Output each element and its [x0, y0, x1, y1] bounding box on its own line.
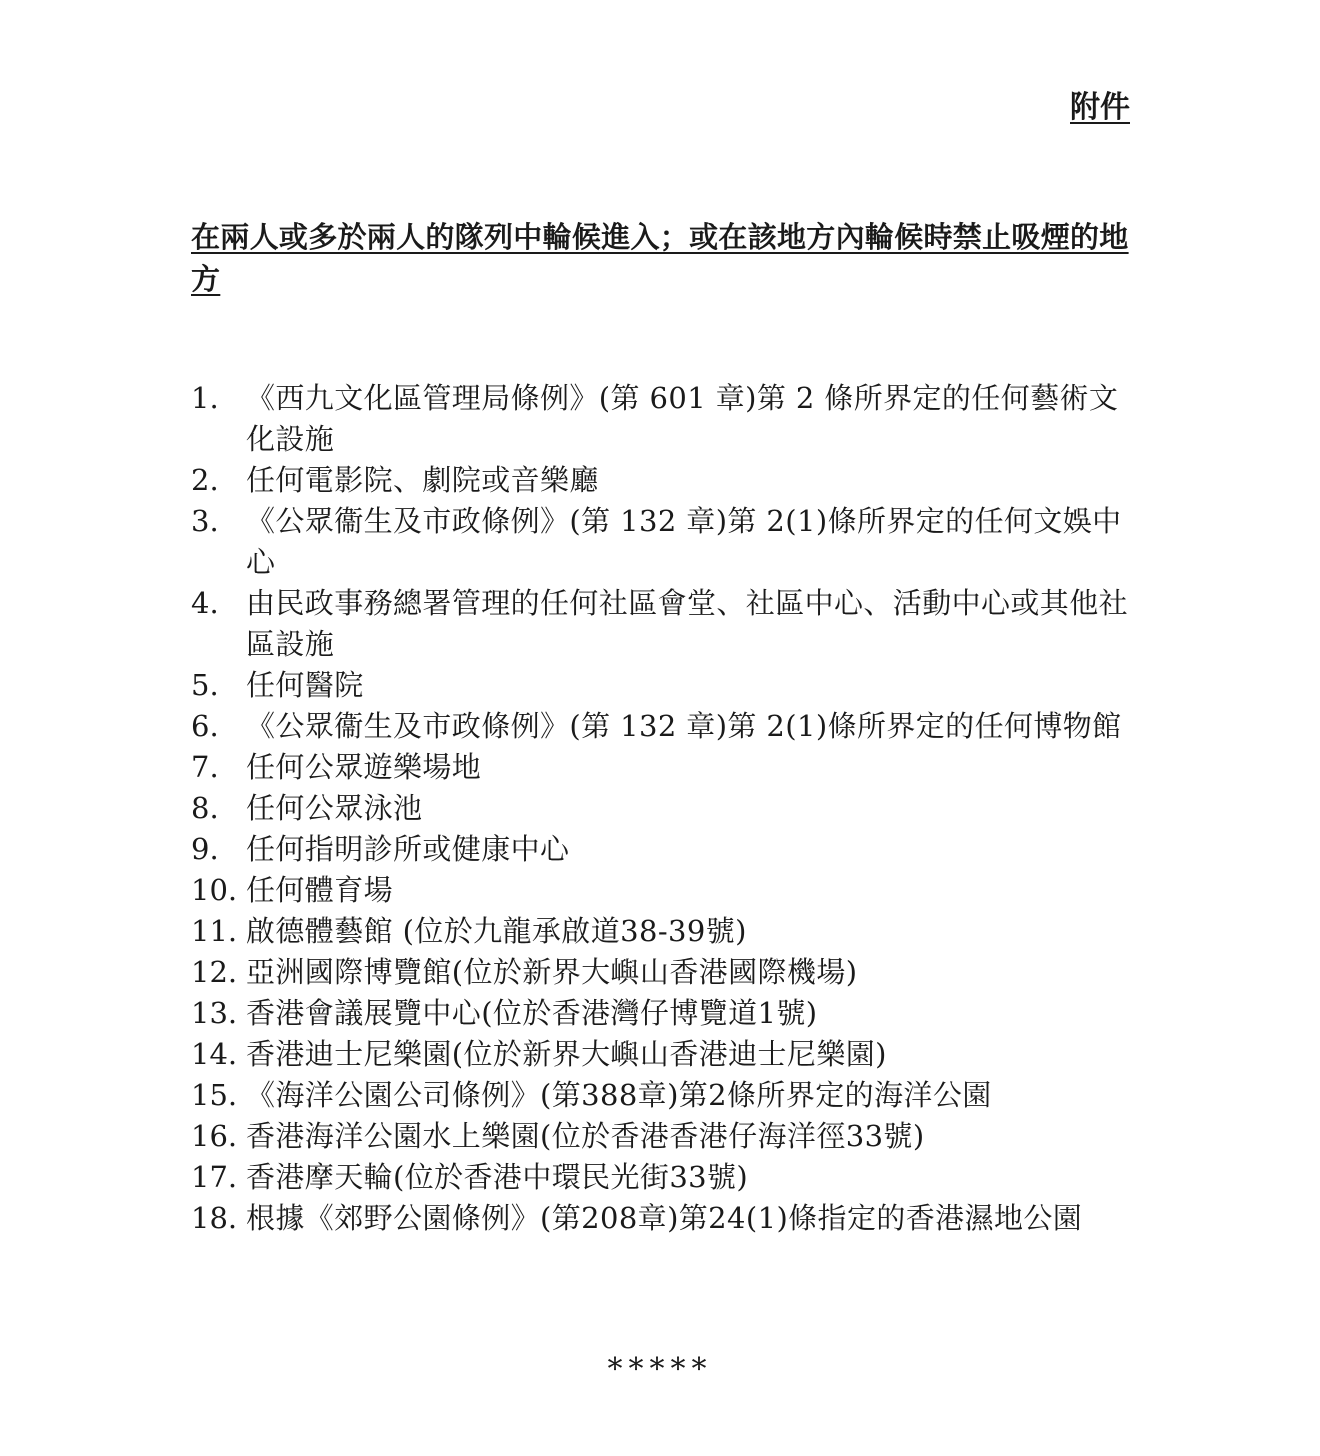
- item-text: 香港會議展覽中心(位於香港灣仔博覽道1號): [246, 996, 818, 1030]
- item-number: 1.: [191, 381, 219, 415]
- item-text: 任何公眾泳池: [246, 791, 423, 825]
- list-item: [191, 870, 1131, 911]
- list-item: [191, 1034, 1131, 1075]
- item-text: 啟德體藝館 (位於九龍承啟道38-39號): [246, 914, 747, 948]
- item-number: 11.: [191, 914, 238, 948]
- item-text: 任何公眾遊樂場地: [246, 750, 482, 784]
- item-text: 任何指明診所或健康中心: [246, 832, 570, 866]
- list-item: [191, 1157, 1131, 1198]
- list-item: [191, 788, 1131, 829]
- item-number: 3.: [191, 504, 219, 538]
- item-number: 15.: [191, 1078, 238, 1112]
- list-item: [191, 1116, 1131, 1157]
- list-item: [191, 747, 1131, 788]
- list-item: [191, 1075, 1131, 1116]
- item-text: 亞洲國際博覽館(位於新界大嶼山香港國際機場): [246, 955, 858, 989]
- item-number: 18.: [191, 1201, 238, 1235]
- list-item: [191, 911, 1131, 952]
- item-text: 《公眾衞生及市政條例》(第 132 章)第 2(1)條所界定的任何博物館: [246, 709, 1122, 743]
- item-number: 13.: [191, 996, 238, 1030]
- list-item: [191, 501, 1131, 583]
- closing-asterisks: *****: [607, 1352, 713, 1387]
- item-number: 10.: [191, 873, 238, 907]
- item-number: 6.: [191, 709, 219, 743]
- item-text: 香港摩天輪(位於香港中環民光街33號): [246, 1160, 749, 1194]
- list-item: [191, 1198, 1131, 1239]
- item-number: 7.: [191, 750, 219, 784]
- item-text: 由民政事務總署管理的任何社區會堂、社區中心、活動中心或其他社區設施: [246, 586, 1129, 661]
- list-item: [191, 993, 1131, 1034]
- venue-list: [191, 378, 1131, 1239]
- item-text: 《西九文化區管理局條例》(第 601 章)第 2 條所界定的任何藝術文化設施: [246, 381, 1119, 456]
- item-number: 17.: [191, 1160, 238, 1194]
- item-text: 香港迪士尼樂園(位於新界大嶼山香港迪士尼樂園): [246, 1037, 887, 1071]
- item-number: 2.: [191, 463, 219, 497]
- list-item: [191, 706, 1131, 747]
- item-text: 根據《郊野公園條例》(第208章)第24(1)條指定的香港濕地公園: [246, 1201, 1083, 1235]
- item-number: 5.: [191, 668, 219, 702]
- page-heading: 在兩人或多於兩人的隊列中輪候進入；或在該地方內輪候時禁止吸煙的地方: [191, 220, 1129, 296]
- item-text: 任何體育場: [246, 873, 394, 907]
- item-number: 9.: [191, 832, 219, 866]
- item-text: 《公眾衞生及市政條例》(第 132 章)第 2(1)條所界定的任何文娛中心: [246, 504, 1122, 579]
- list-item: [191, 952, 1131, 993]
- list-item: [191, 460, 1131, 501]
- annex-label: 附件: [1070, 90, 1130, 125]
- item-text: 香港海洋公園水上樂園(位於香港香港仔海洋徑33號): [246, 1119, 925, 1153]
- item-number: 14.: [191, 1037, 238, 1071]
- list-item: [191, 829, 1131, 870]
- list-item: [191, 583, 1131, 665]
- list-item: [191, 665, 1131, 706]
- item-text: 《海洋公園公司條例》(第388章)第2條所界定的海洋公園: [246, 1078, 992, 1112]
- item-number: 16.: [191, 1119, 238, 1153]
- item-number: 4.: [191, 586, 219, 620]
- item-text: 任何電影院、劇院或音樂廳: [246, 463, 599, 497]
- list-item: [191, 378, 1131, 460]
- item-number: 12.: [191, 955, 238, 989]
- item-number: 8.: [191, 791, 219, 825]
- item-text: 任何醫院: [246, 668, 364, 702]
